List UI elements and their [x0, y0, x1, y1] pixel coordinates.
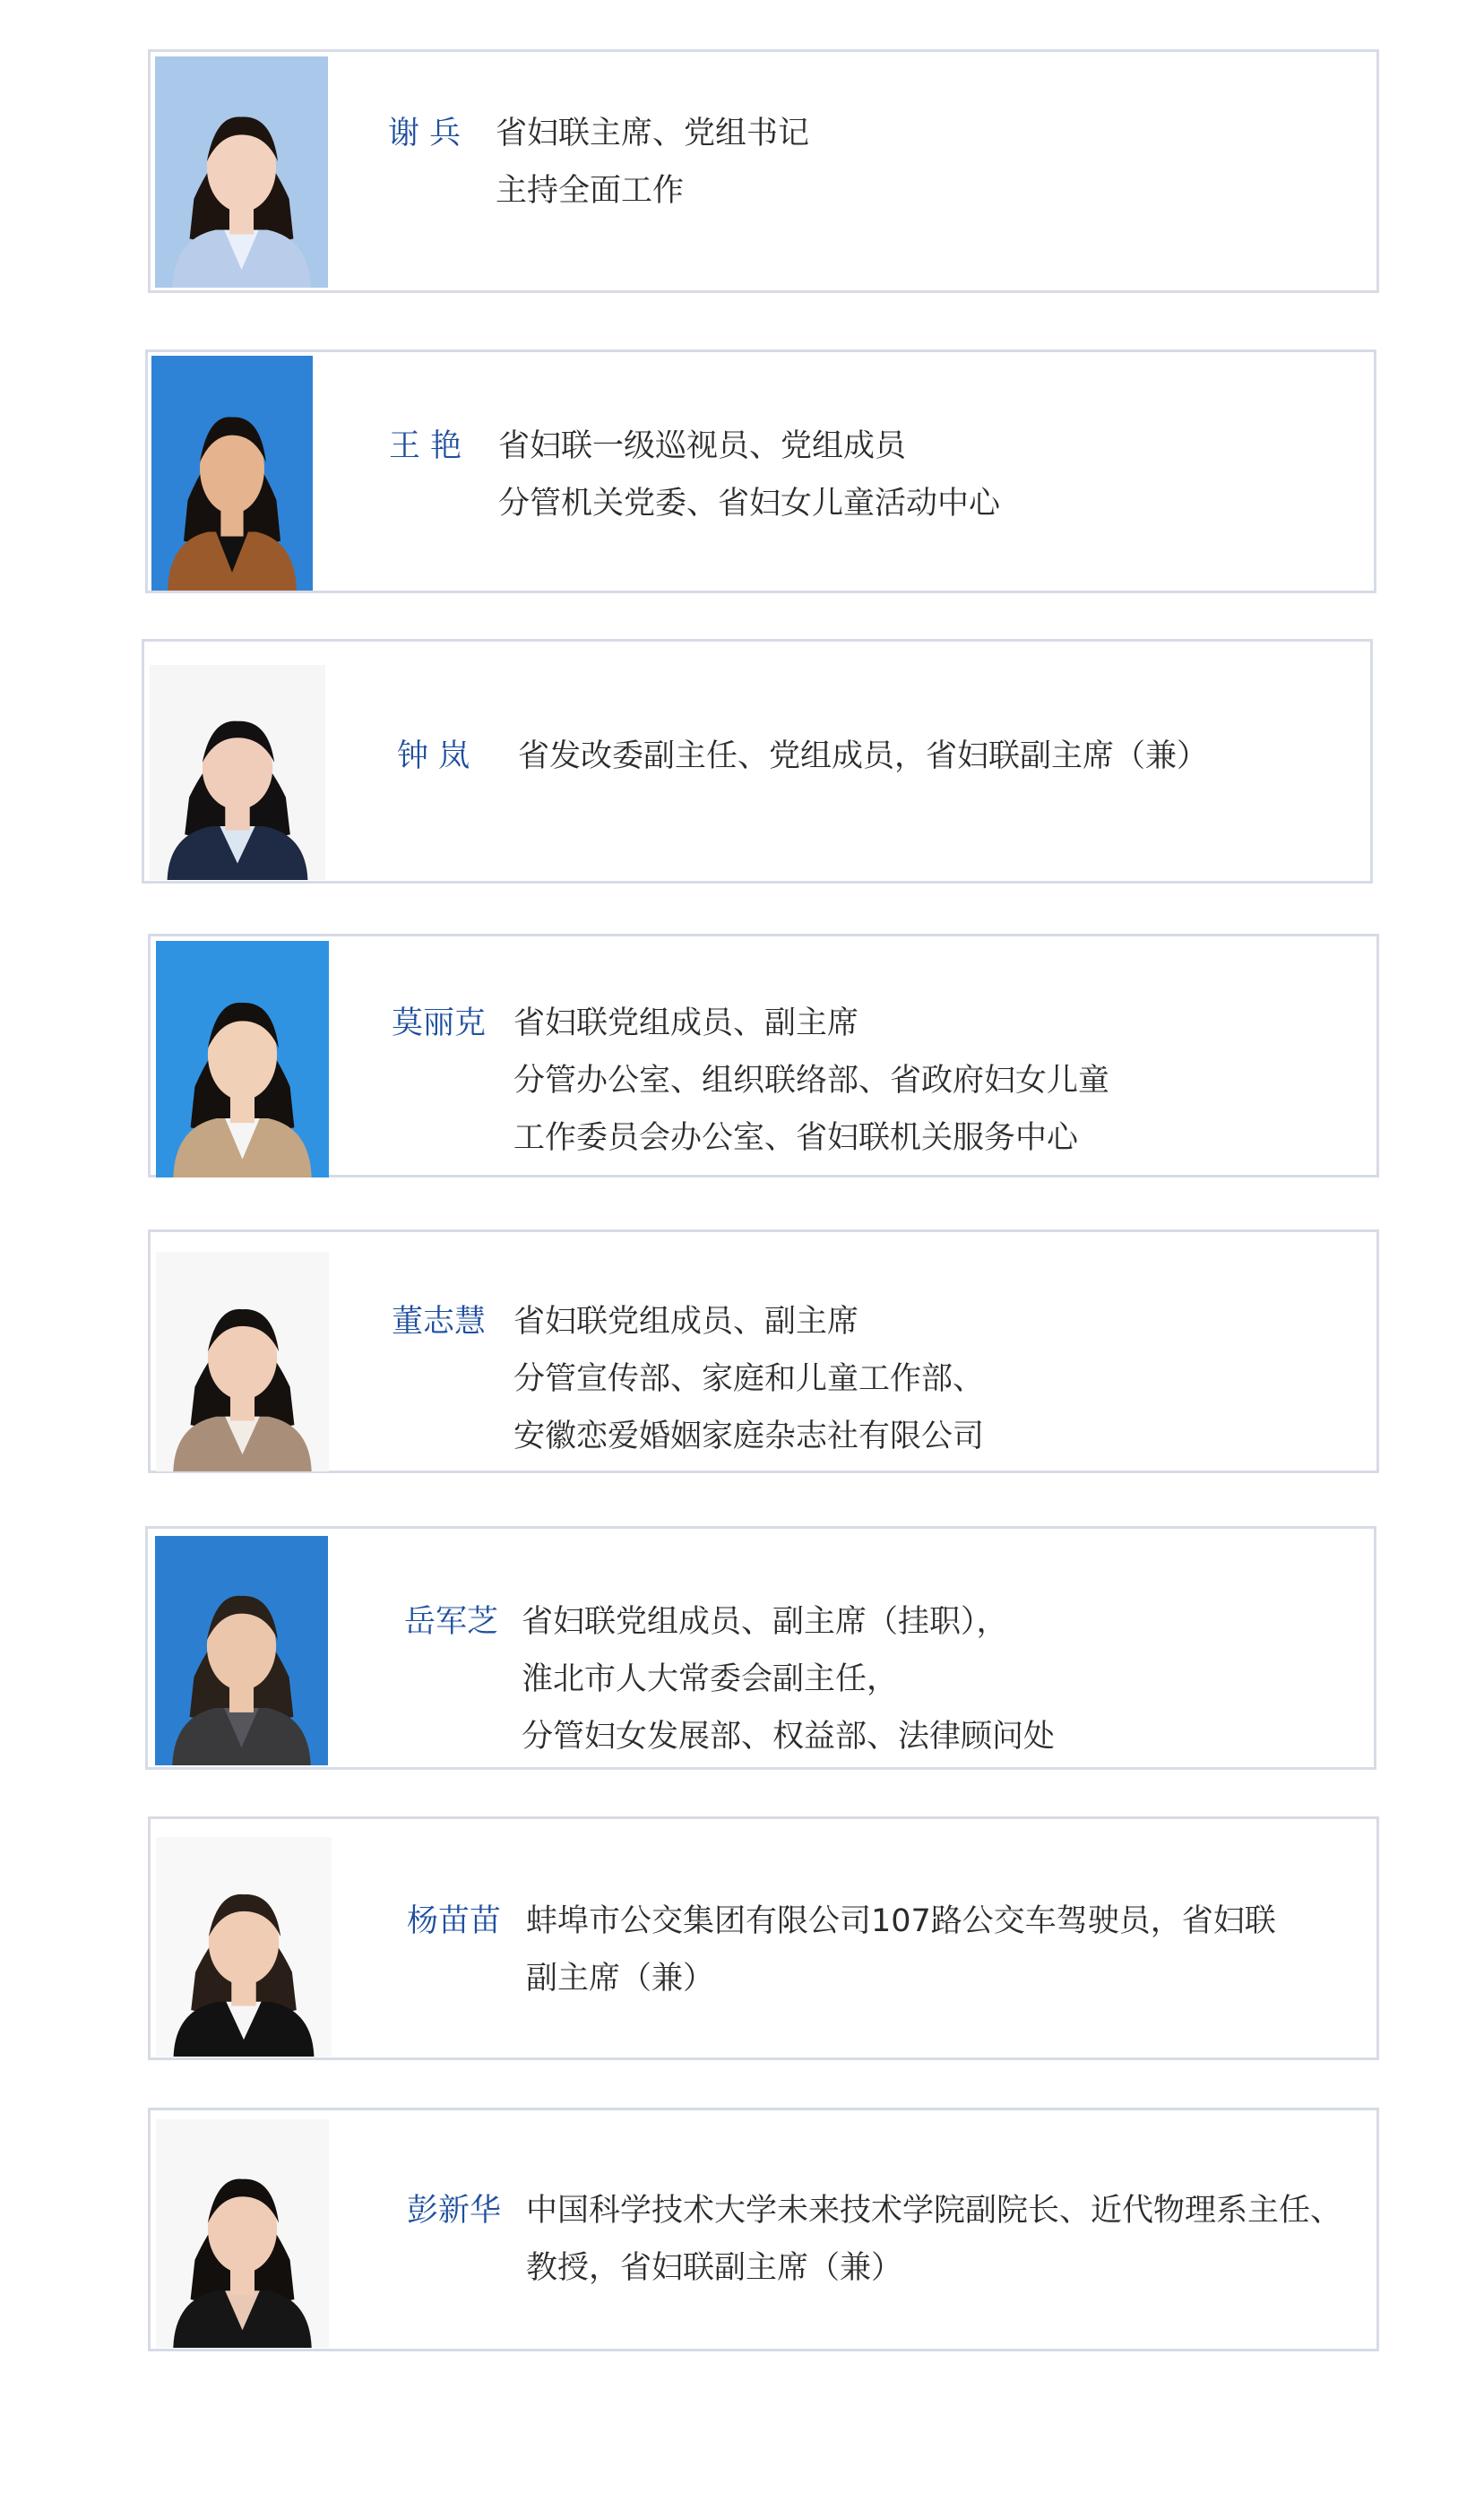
leader-card: [148, 934, 1379, 1177]
duty-line: 省发改委副主任、党组成员，省妇联副主席（兼）: [518, 738, 1209, 774]
portrait-photo: [150, 665, 325, 880]
leader-duties: [513, 995, 1109, 1167]
portrait-photo: [156, 1837, 332, 2057]
leader-duties: [526, 2182, 1342, 2297]
portrait-photo: [156, 941, 329, 1177]
leader-duties: [513, 1293, 984, 1465]
leader-name: 彭新华: [407, 2193, 502, 2229]
leader-card: [148, 2108, 1379, 2351]
leader-name: 王 艳: [389, 428, 462, 464]
leader-card: [148, 1229, 1379, 1473]
duty-line: 中国科学技术大学未来技术学院副院长、近代物理系主任、: [526, 2193, 1342, 2229]
leader-duties: [498, 418, 1000, 532]
duty-line: 分管妇女发展部、权益部、法律顾问处: [522, 1719, 1056, 1755]
leader-card: [142, 639, 1373, 884]
portrait-photo: [155, 56, 328, 288]
duty-line: 安徽恋爱婚姻家庭杂志社有限公司: [513, 1419, 985, 1454]
leader-name: 莫丽克: [392, 1005, 487, 1041]
leader-card: [148, 1816, 1379, 2060]
leader-name: 董志慧: [392, 1304, 487, 1340]
duty-line: 主持全面工作: [496, 173, 685, 209]
duty-line: 工作委员会办公室、省妇联机关服务中心: [513, 1120, 1079, 1156]
duty-line: 蚌埠市公交集团有限公司107路公交车驾驶员，省妇联: [526, 1903, 1276, 1939]
leader-name: 岳军芝: [404, 1604, 499, 1640]
leader-name: 谢 兵: [388, 116, 462, 151]
duty-line: 省妇联党组成员、副主席（挂职），: [522, 1604, 1008, 1640]
leader-duties: [522, 1593, 1055, 1765]
portrait-photo: [156, 1252, 329, 1471]
duty-line: 省妇联党组成员、副主席: [513, 1304, 859, 1340]
leader-duties: [526, 1893, 1276, 2007]
leader-name: 杨苗苗: [407, 1903, 502, 1939]
duty-line: 教授，省妇联副主席（兼）: [526, 2250, 903, 2286]
duty-line: 分管机关党委、省妇女儿童活动中心: [498, 486, 1001, 522]
leader-card: [145, 349, 1376, 593]
portrait-photo: [155, 1536, 328, 1765]
leader-card: [145, 1526, 1376, 1770]
leader-card: [148, 49, 1379, 293]
duty-line: 副主席（兼）: [526, 1961, 715, 1997]
duty-line: 分管宣传部、家庭和儿童工作部、: [513, 1361, 985, 1397]
leader-duties: [496, 105, 809, 220]
duty-line: 省妇联主席、党组书记: [496, 116, 810, 151]
duty-line: 省妇联党组成员、副主席: [513, 1005, 859, 1041]
leader-name: 钟 岚: [397, 738, 470, 774]
duty-line: 省妇联一级巡视员、党组成员: [498, 428, 907, 464]
leader-duties: [518, 728, 1208, 785]
portrait-photo: [151, 356, 313, 591]
duty-line: 分管办公室、组织联络部、省政府妇女儿童: [513, 1063, 1110, 1099]
portrait-photo: [156, 2119, 329, 2348]
duty-line: 淮北市人大常委会副主任，: [522, 1661, 899, 1697]
